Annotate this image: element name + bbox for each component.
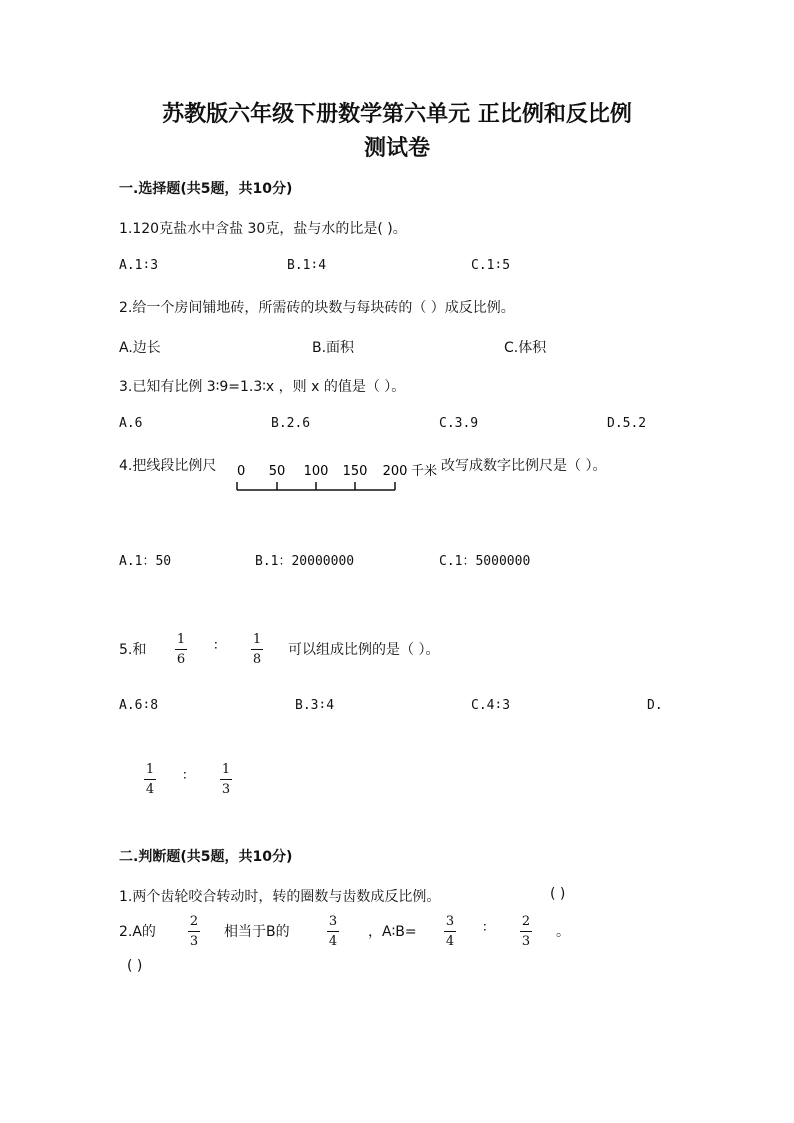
judge-question-1: 1.两个齿轮咬合转动时，转的圈数与齿数成反比例。 [119,889,441,905]
judge-question-2-prefix: 2.A的 [119,924,156,940]
judge-question-2-mid: 相当于B的 [224,924,290,940]
q4-option-b: B.1：20000000 [255,554,355,569]
fraction-two-thirds [520,914,532,950]
question-2: 2.给一个房间铺地砖，所需砖的块数与每块砖的（ ）成反比例。 [119,300,515,316]
q5-option-a: A.6∶8 [119,698,159,713]
scale-tick-label: 50 [268,464,286,479]
question-4-prefix: 4.把线段比例尺 [119,458,217,474]
fraction-two-thirds [188,914,200,950]
section-judge-heading: 二.判断题(共5题，共10分) [119,849,293,865]
q1-option-c: C.1∶5 [471,258,511,273]
fraction-one-quarter [144,762,156,798]
q3-option-b: B.2.6 [271,416,311,431]
ratio-colon: ∶ [214,638,218,654]
scale-tick-label: 150 [342,464,368,479]
scale-tick-label: 200 [382,464,408,479]
numerator: 1 [252,632,262,647]
q3-option-c: C.3.9 [439,416,479,431]
denominator: 8 [252,652,262,667]
denominator: 3 [521,934,531,949]
q3-option-d: D.5.2 [607,416,647,431]
scale-bar [233,460,443,494]
q2-option-b: B.面积 [312,340,355,356]
judge-question-2-end: 。 [556,924,570,940]
numerator: 1 [221,762,231,777]
denominator: 4 [145,782,155,797]
question-5-suffix: 可以组成比例的是（ ）。 [288,642,440,658]
fraction-three-quarters [327,914,339,950]
q2-option-c: C.体积 [504,340,547,356]
judge-1-answer-paren: ( ) [550,886,566,902]
q5-option-b: B.3∶4 [295,698,335,713]
scale-tick-label: 0 [237,464,246,479]
page-subtitle: 测试卷 [363,135,430,161]
numerator: 2 [189,914,199,929]
denominator: 4 [328,934,338,949]
q5-option-d: D. [647,698,663,713]
denominator: 4 [445,934,455,949]
q4-option-c: C.1：5000000 [439,554,531,569]
scale-tick-label: 100 [303,464,329,479]
numerator: 1 [176,632,186,647]
q1-option-a: A.1∶3 [119,258,159,273]
fraction-one-eighth [251,632,263,668]
ratio-colon: ∶ [183,768,187,784]
numerator: 3 [328,914,338,929]
numerator: 2 [521,914,531,929]
question-3: 3.已知有比例 3∶9=1.3∶x ，则 x 的值是（ ）。 [119,379,406,395]
judge-question-2-eq: ，A∶B= [368,924,417,940]
question-5-prefix: 5.和 [119,642,147,658]
question-1: 1.120克盐水中含盐 30克，盐与水的比是( )。 [119,221,407,237]
q1-option-b: B.1∶4 [287,258,327,273]
numerator: 3 [445,914,455,929]
fraction-one-sixth [175,632,187,668]
denominator: 3 [221,782,231,797]
page-title: 苏教版六年级下册数学第六单元 正比例和反比例 [162,101,632,127]
denominator: 3 [189,934,199,949]
q3-option-a: A.6 [119,416,143,431]
q4-option-a: A.1：50 [119,554,172,569]
scale-unit: 千米 [411,464,438,479]
question-4-suffix: 改写成数字比例尺是（ ）。 [441,458,607,474]
denominator: 6 [176,652,186,667]
q5-option-c: C.4∶3 [471,698,511,713]
numerator: 1 [145,762,155,777]
section-choice-heading: 一.选择题(共5题，共10分) [119,181,293,197]
ratio-colon: ∶ [483,920,487,936]
q2-option-a: A.边长 [119,340,161,356]
fraction-three-quarters [444,914,456,950]
fraction-one-third [220,762,232,798]
judge-2-answer-paren: ( ) [127,958,143,974]
